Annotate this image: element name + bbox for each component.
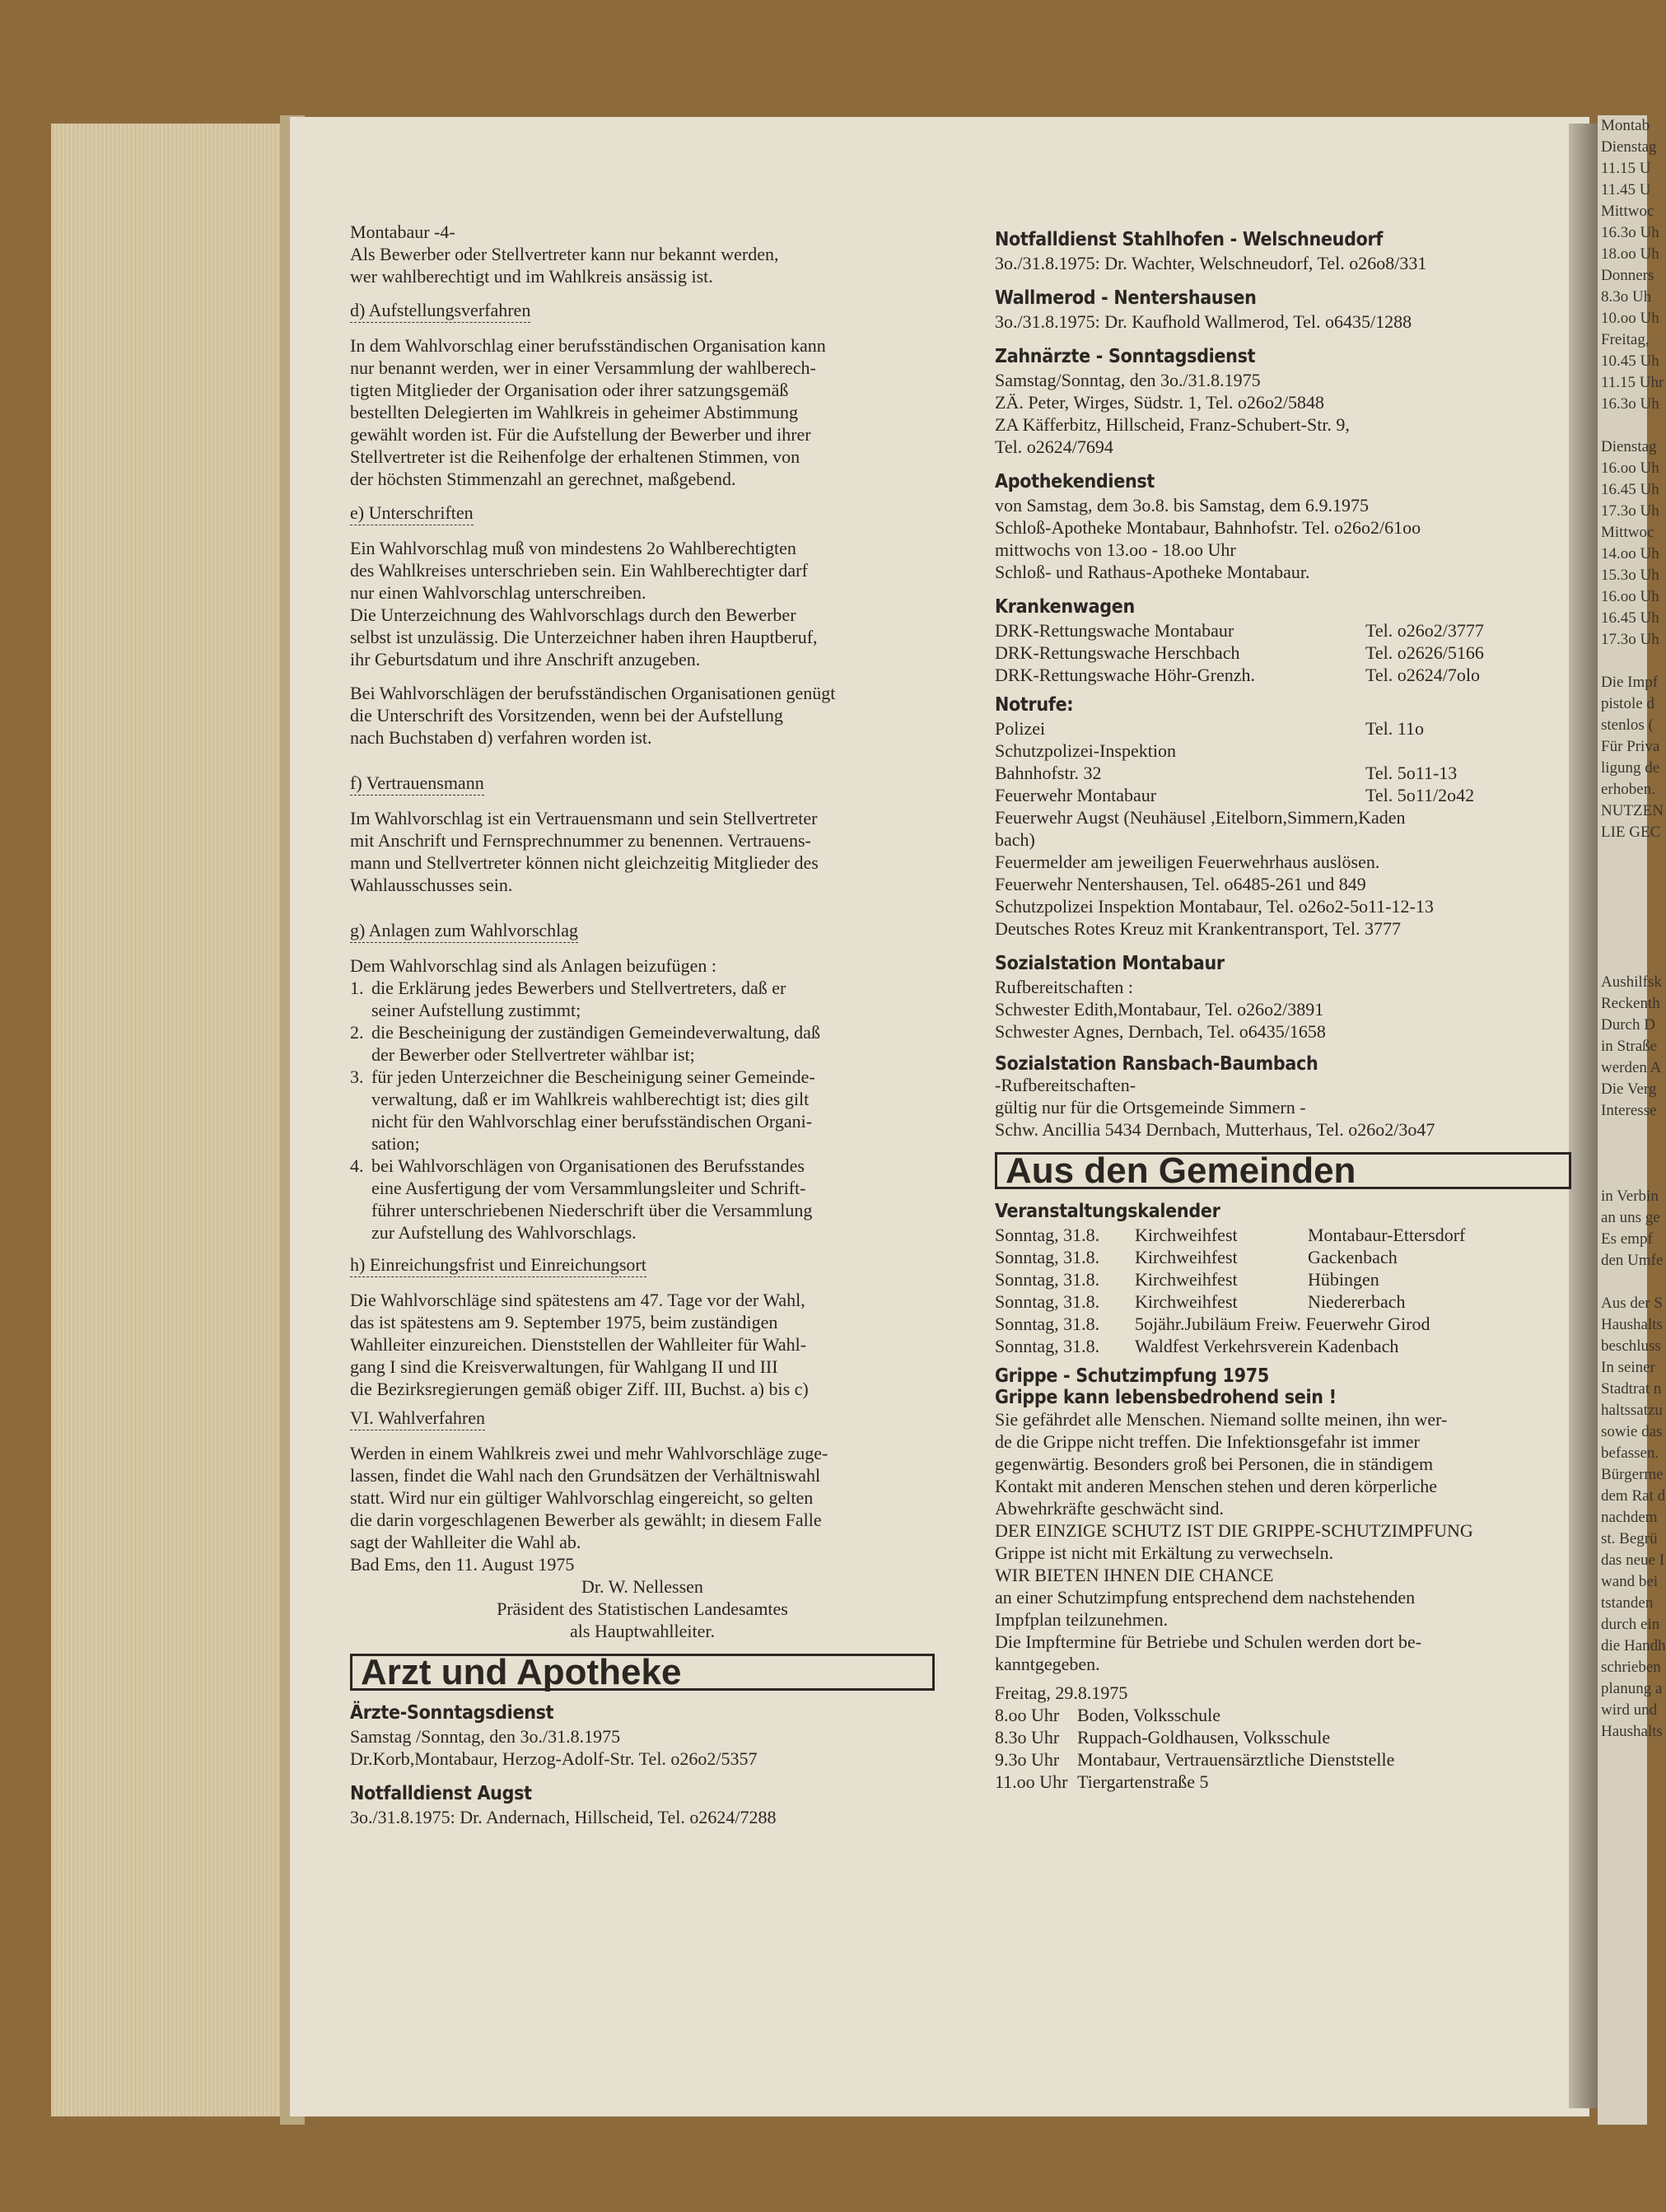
next-page-line: ligung de [1601, 759, 1660, 777]
section-g-title: g) Anlagen zum Wahlvorschlag [350, 919, 578, 943]
next-page-line: 17.3o Uh [1601, 631, 1659, 648]
next-page-line: 16.oo Uh [1601, 588, 1659, 605]
next-page-line: befassen. [1601, 1444, 1659, 1462]
next-page-line: 10.oo Uh [1601, 310, 1659, 327]
grippe-title: Grippe - Schutzimpfung 1975 [995, 1365, 1269, 1387]
next-page-line: 11.15 Uhr [1601, 374, 1664, 391]
list-item: DRK-Rettungswache Herschbach Tel. o2626/5166 [995, 642, 1484, 663]
next-page-line: 8.3o Uh [1601, 288, 1652, 306]
next-page-line: Bürgerme [1601, 1466, 1664, 1483]
section-h-title: h) Einreichungsfrist und Einreichungsort [350, 1253, 646, 1277]
next-page-line [1601, 1164, 1647, 1186]
next-page-line: 16.3o Uh [1601, 224, 1659, 241]
list-item: 11.oo Uhr Tiergartenstraße 5 [995, 1771, 1209, 1792]
list-item: Bahnhofstr. 32 Tel. 5o11-13 [995, 763, 1458, 783]
signature-block: Dr. W. Nellessen Präsident des Statistischen Landesamtes als Hauptwahlleiter. [497, 1576, 788, 1641]
section-f-text: Im Wahlvorschlag ist ein Vertrauensmann und sein Stellvertreter mit Anschrift und Fernsprechnummer zu benennen. Vertrauens- mann und Stellvertreter können nicht gleichzeitig Mitglieder des Wahlausschusses sein. [350, 808, 819, 895]
krankenwagen-title: Krankenwagen [995, 596, 1135, 618]
next-page-line: wand bei [1601, 1573, 1659, 1590]
next-page-line: 14.oo Uh [1601, 545, 1659, 562]
next-page-line: Aushilfsk [1601, 973, 1662, 991]
veranstaltungskalender-title: Veranstaltungskalender [995, 1201, 1220, 1222]
aerzte-sonntagsdienst-title: Ärzte-Sonntagsdienst [350, 1702, 554, 1724]
list-item: 9.3o Uhr Montabaur, Vertrauensärztliche Dienststelle [995, 1749, 1395, 1770]
wallmerod-text: 3o./31.8.1975: Dr. Kaufhold Wallmerod, Tel. o6435/1288 [995, 311, 1412, 332]
next-page-line: Haushalts [1601, 1723, 1663, 1740]
grippe-text: Sie gefährdet alle Menschen. Niemand sollte meinen, ihn wer- de die Grippe nicht treffen. Die Infektionsgefahr ist immer gegenwärtig. Besonders groß bei Personen, die in ständigem Kontakt mit anderen Menschen stehen und deren körperliche Abwehrkräfte geschwächt sind. DER EINZIGE SCHUTZ IST DIE GRIPPE-SCHUTZIMPFUNG Grippe ist nicht mit Erkältung zu verwechseln. WIR BIETEN IHNEN DIE CHANCE an einer Schutzimpfung entsprechend dem nachstehenden Impfplan teilzunehmen. Die Impftermine für Betriebe und Schulen werden dort be- kanntgegeben. [995, 1409, 1473, 1674]
next-page-line [1601, 1143, 1647, 1164]
section-g-list [350, 977, 935, 1244]
next-page-line: 17.3o Uh [1601, 502, 1659, 520]
section-vi-text: Werden in einem Wahlkreis zwei und mehr Wahlvorschläge zuge- lassen, findet die Wahl nach den Grundsätzen der Verhältniswahl statt. Wird nur ein gültiger Wahlvorschlag eingereicht, so gelten die darin vorgeschlagenen Bewerber als gewählt; in diesem Falle sagt der Wahlleiter die Wahl ab. [350, 1443, 828, 1552]
next-page-line: in Verbin [1601, 1188, 1659, 1205]
stahlhofen-text: 3o./31.8.1975: Dr. Wachter, Welschneudorf, Tel. o26o8/331 [995, 253, 1427, 273]
next-page-line [1601, 865, 1647, 886]
place-date: Bad Ems, den 11. August 1975 [350, 1554, 575, 1575]
list-item: Schutzpolizei-Inspektion [995, 740, 1176, 761]
section-e-title: e) Unterschriften [350, 502, 474, 525]
next-page-line: 16.3o Uh [1601, 395, 1659, 413]
sozialstation-montabaur-text: Rufbereitschaften : Schwester Edith,Montabaur, Tel. o26o2/3891 Schwester Agnes, Dernbach, Tel. o6435/1658 [995, 977, 1326, 1042]
left-column [350, 221, 935, 1835]
next-page-line: Mittwoc [1601, 524, 1654, 541]
next-page-line: Mittwoc [1601, 203, 1654, 220]
next-page-line: dem Rat d [1601, 1487, 1666, 1505]
next-page-line: 15.3o Uh [1601, 567, 1659, 584]
next-page-line: nachdem [1601, 1509, 1658, 1526]
next-page-line: Für Priva [1601, 738, 1660, 755]
section-h-text: Die Wahlvorschläge sind spätestens am 47. Tage vor der Wahl, das ist spätestens am 9. September 1975, beim zuständigen Wahlleiter einzureichen. Dienststellen der Wahlleiter für Wahl- gang I sind die Kreisverwaltungen, für Wahlgang II und III die Bezirksregierungen gemäß obiger Ziff. III, Buchst. a) bis c) [350, 1290, 809, 1399]
next-page-line [1601, 950, 1647, 972]
next-page-line: Die Impf [1601, 674, 1659, 691]
next-page-line: erhoben. [1601, 781, 1655, 798]
sozialstation-ransbach-title: Sozialstation Ransbach-Baumbach [995, 1053, 1318, 1075]
list-item: 4. bei Wahlvorschlägen von Organisationen des Berufsstandes eine Ausfertigung der vom Versammlungsleiter und Schrift- führer unterschriebenen Niederschrift über die Versammlung zur Aufstellung des Wahlvorschlags. [350, 1155, 813, 1243]
next-page-line: pistole d [1601, 695, 1654, 712]
list-item: Sonntag, 31.8. Kirchweihfest Niedererbach [995, 1291, 1406, 1312]
next-page-line: haltssatzu [1601, 1402, 1663, 1419]
next-page-line: Haushalts [1601, 1316, 1663, 1333]
next-page-line: an uns ge [1601, 1209, 1660, 1226]
intro-text: Montabaur -4- Als Bewerber oder Stellvertreter kann nur bekannt werden, wer wahlberechtigt und im Wahlkreis ansässig ist. [350, 222, 779, 287]
next-page-line: den Umfe [1601, 1252, 1664, 1269]
next-page-line: Reckenth [1601, 995, 1660, 1012]
next-page-line: 16.45 Uh [1601, 481, 1659, 498]
section-g-intro: Dem Wahlvorschlag sind als Anlagen beizufügen : [350, 955, 717, 976]
next-page-line: Stadtrat n [1601, 1380, 1662, 1398]
list-item: Polizei Tel. 11o [995, 718, 1424, 739]
next-page-line [1601, 651, 1647, 672]
next-page-line: stenlos ( [1601, 716, 1654, 734]
aerzte-sonntagsdienst-text: Samstag /Sonntag, den 3o./31.8.1975 Dr.Korb,Montabaur, Herzog-Adolf-Str. Tel. o26o2/5357 [350, 1726, 758, 1769]
notrufe-title: Notrufe: [995, 694, 1074, 716]
section-e-text: Ein Wahlvorschlag muß von mindestens 2o Wahlberechtigten des Wahlkreises unterschrieben sein. Ein Wahlberechtigter darf nur einen Wahlvorschlag unterschreiben. Die Unterzeichnung des Wahlvorschlags durch den Bewerber selbst ist unzulässig. Die Unterzeichner haben ihren Hauptberuf, ihr Geburtsdatum und ihre Anschrift anzugeben. [350, 538, 818, 670]
section-d-title: d) Aufstellungsverfahren [350, 299, 530, 323]
list-item: DRK-Rettungswache Montabaur Tel. o26o2/3777 [995, 620, 1484, 641]
next-page-line: NUTZEN [1601, 802, 1664, 819]
list-item: DRK-Rettungswache Höhr-Grenzh. Tel. o2624/7olo [995, 665, 1481, 685]
next-page-line: LIE GEC [1601, 824, 1661, 841]
list-item: 2. die Bescheinigung der zuständigen Gemeindeverwaltung, daß der Bewerber oder Stellvertreter wählbar ist; [350, 1022, 820, 1065]
sozialstation-montabaur-title: Sozialstation Montabaur [995, 953, 1225, 974]
next-page-line: beschluss [1601, 1337, 1661, 1355]
next-page-line: 16.45 Uh [1601, 609, 1659, 627]
next-page-line [1601, 908, 1647, 929]
next-page-line [1601, 843, 1647, 865]
freitag-date: Freitag, 29.8.1975 [995, 1682, 1128, 1703]
next-page-line: durch ein [1601, 1616, 1660, 1633]
list-item: 8.oo Uhr Boden, Volksschule [995, 1705, 1220, 1725]
next-page-line: 18.oo Uh [1601, 245, 1659, 263]
aus-den-gemeinden-box: Aus den Gemeinden [995, 1152, 1571, 1189]
next-page-line: in Straße [1601, 1038, 1658, 1055]
next-page-line [1601, 929, 1647, 950]
next-page-line: In seiner [1601, 1359, 1655, 1376]
next-page-line: planung a [1601, 1680, 1663, 1697]
next-page-line: die Handh [1601, 1637, 1666, 1654]
next-page-line: Aus der S [1601, 1295, 1663, 1312]
next-page-line: Die Verg [1601, 1080, 1657, 1098]
next-page-line: 10.45 Uh [1601, 352, 1659, 370]
next-page-line: Es empf [1601, 1230, 1653, 1248]
list-item: 3. für jeden Unterzeichner die Bescheinigung seiner Gemeinde- verwaltung, daß er im Wahlkreis wahlberechtigt ist; dies gilt nicht für den Wahlvorschlag einer berufsständischen Organi- sation; [350, 1066, 815, 1154]
next-page-line: Montab [1601, 117, 1650, 134]
veranstaltungskalender-list [995, 1224, 1571, 1357]
list-item: Sonntag, 31.8. Kirchweihfest Gackenbach [995, 1247, 1398, 1267]
next-page-line: Dienstag [1601, 138, 1657, 156]
krankenwagen-list [995, 619, 1571, 686]
notfalldienst-augst-title: Notfalldienst Augst [350, 1783, 532, 1804]
list-item: 8.3o Uhr Ruppach-Goldhausen, Volksschule [995, 1727, 1331, 1748]
section-vi-title: VI. Wahlverfahren [350, 1407, 485, 1430]
list-item: Sonntag, 31.8. 5ojähr.Jubiläum Freiw. Feuerwehr Girod [995, 1314, 1430, 1334]
next-page-line: Dienstag [1601, 438, 1657, 455]
next-page-line: 16.oo Uh [1601, 460, 1659, 477]
stahlhofen-title: Notfalldienst Stahlhofen - Welschneudorf [995, 229, 1384, 250]
notrufe-text: Feuerwehr Augst (Neuhäusel ,Eitelborn,Simmern,Kaden bach) Feuermelder am jeweiligen Feuerwehrhaus auslösen. Feuerwehr Nentershausen, Tel. o6485-261 und 849 Schutzpolizei Inspektion Montabaur, Tel. o26o2-5o11-12-13 Deutsches Rotes Kreuz mit Krankentransport, Tel. 3777 [995, 807, 1434, 939]
section-e-text-2: Bei Wahlvorschlägen der berufsständischen Organisationen genügt die Unterschrift des Vorsitzenden, wenn bei der Aufstellung nach Buchstaben d) verfahren worden ist. [350, 683, 836, 748]
next-page-line: Durch D [1601, 1016, 1655, 1034]
next-page-line: Freitag, [1601, 331, 1650, 348]
next-page-line [1601, 415, 1647, 436]
wallmerod-title: Wallmerod - Nentershausen [995, 287, 1257, 309]
next-page-line [1601, 1272, 1647, 1293]
next-page-line [1601, 886, 1647, 908]
right-column [995, 227, 1571, 1793]
next-page-fragment [1598, 115, 1666, 2125]
zahnaerzte-title: Zahnärzte - Sonntagsdienst [995, 346, 1256, 367]
impftermine-list [995, 1704, 1571, 1793]
section-d-text: In dem Wahlvorschlag einer berufsständischen Organisation kann nur benannt werden, wer in einer Versammlung der wahlberech- tigten Mitglieder der Organisation oder ihrer satzungsgemäß bestellten Delegierten im Wahlkreis in geheimer Abstimmung gewählt worden ist. Für die Aufstellung der Bewerber und ihrer Stellvertreter ist die Reihenfolge der erhaltenen Stimmen, von der höchsten Stimmenzahl an gerechnet, maßgebend. [350, 335, 826, 489]
arzt-apotheke-box: Arzt und Apotheke [350, 1654, 935, 1691]
list-item: Sonntag, 31.8. Kirchweihfest Hübingen [995, 1269, 1379, 1290]
next-page-line: Interesse [1601, 1102, 1657, 1119]
next-page-line: tstanden [1601, 1594, 1654, 1612]
grippe-subtitle: Grippe kann lebensbedrohend sein ! [995, 1387, 1337, 1408]
next-page-line: werden A [1601, 1059, 1662, 1076]
apothekendienst-title: Apothekendienst [995, 471, 1155, 492]
list-item: 1. die Erklärung jedes Bewerbers und Stellvertreters, daß er seiner Aufstellung zustimmt; [350, 978, 786, 1020]
sozialstation-ransbach-text: -Rufbereitschaften- gültig nur für die Ortsgemeinde Simmern - Schw. Ancillia 5434 Dernbach, Mutterhaus, Tel. o26o2/3o47 [995, 1075, 1435, 1140]
list-item: Sonntag, 31.8. Waldfest Verkehrsverein Kadenbach [995, 1336, 1399, 1356]
book-page-edges [51, 124, 298, 2116]
list-item: Sonntag, 31.8. Kirchweihfest Montabaur-Ettersdorf [995, 1225, 1466, 1245]
apothekendienst-text: von Samstag, dem 3o.8. bis Samstag, dem 6.9.1975 Schloß-Apotheke Montabaur, Bahnhofstr. Tel. o26o2/61oo mittwochs von 13.oo - 18.oo Uhr Schloß- und Rathaus-Apotheke Montabaur. [995, 495, 1421, 582]
next-page-line: das neue I [1601, 1552, 1665, 1569]
next-page-line: 11.15 U [1601, 160, 1651, 177]
notfalldienst-augst-text: 3o./31.8.1975: Dr. Andernach, Hillscheid, Tel. o2624/7288 [350, 1807, 777, 1827]
next-page-line: st. Begrü [1601, 1530, 1658, 1547]
zahnaerzte-text: Samstag/Sonntag, den 3o./31.8.1975 ZÄ. Peter, Wirges, Südstr. 1, Tel. o26o2/5848 ZA Käfferbitz, Hillscheid, Franz-Schubert-Str. 9, Tel. o2624/7694 [995, 370, 1350, 457]
notrufe-list [995, 717, 1571, 806]
list-item: Feuerwehr Montabaur Tel. 5o11/2o42 [995, 785, 1475, 805]
next-page-line: 11.45 U [1601, 181, 1651, 198]
next-page-line: schrieben [1601, 1659, 1661, 1676]
next-page-line: sowie das [1601, 1423, 1663, 1440]
next-page-line: wird und [1601, 1701, 1658, 1719]
next-page-line: Donners [1601, 267, 1654, 284]
section-f-title: f) Vertrauensmann [350, 772, 484, 796]
next-page-line [1601, 1122, 1647, 1143]
